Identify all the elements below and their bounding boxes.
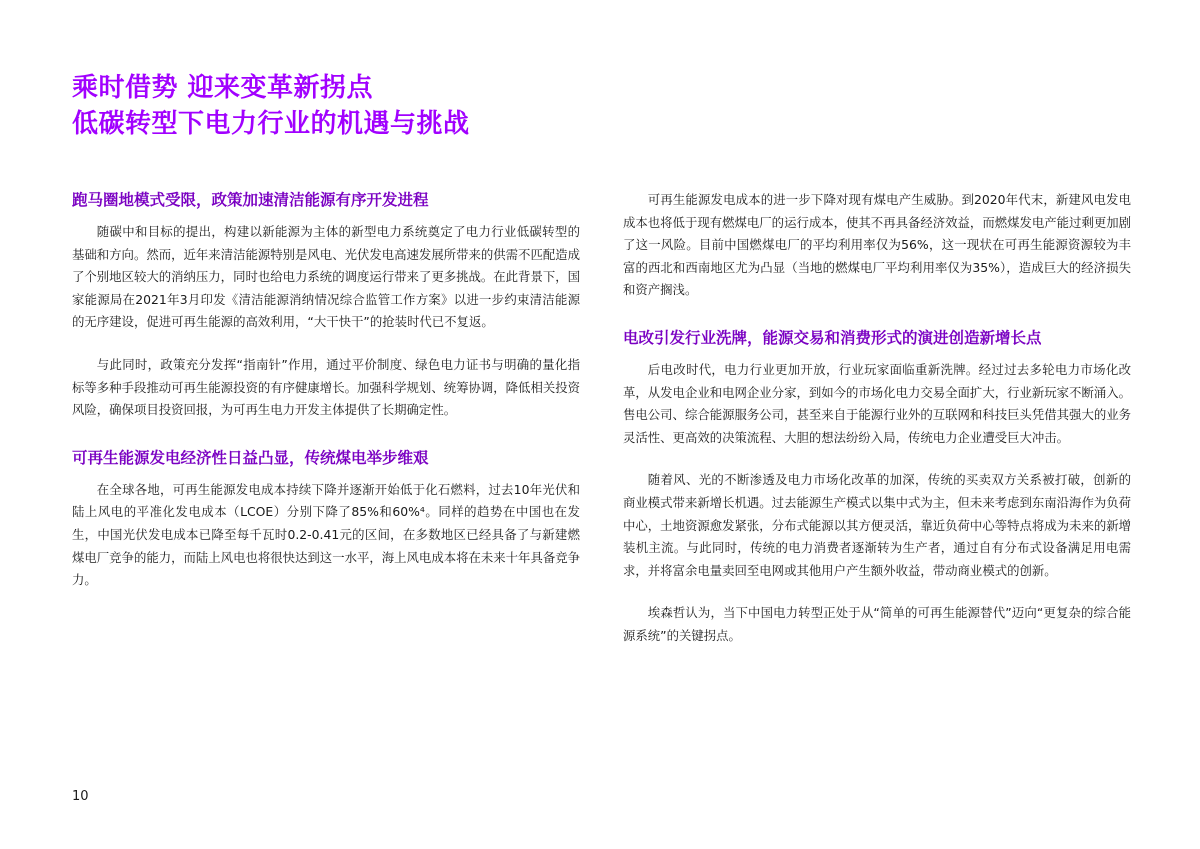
- paragraph: 后电改时代，电力行业更加开放，行业玩家面临重新洗牌。经过过去多轮电力市场化改革，从发电企业和电网企业分家，到如今的市场化电力交易全面扩大，行业新玩家不断涌入。售电公司、综合能源服务公司，甚至来自于能源行业外的互联网和科技巨头凭借其强大的业务灵活性、更高效的决策流程、大胆的想法纷纷入局，传统电力企业遭受巨大冲击。: [623, 361, 1132, 445]
- section-gap: [623, 302, 1131, 326]
- title-line-1: 乘时借势 迎来变革新拐点: [72, 73, 374, 103]
- right-column: [623, 189, 1131, 648]
- paragraph: 与此同时，政策充分发挥“指南针”作用，通过平价制度、绿色电力证书与明确的量化指标等多种手段推动可再生能源投资的有序健康增长。加强科学规划、统筹协调，降低相关投资风险，确保项目投资回报，为可再生电力开发主体提供了长期确定性。: [72, 356, 581, 418]
- paragraph: 埃森哲认为，当下中国电力转型正处于从“简单的可再生能源替代”迈向“更复杂的综合能源系统”的关键拐点。: [623, 605, 1131, 643]
- section-heading-policy: 跑马圈地模式受限，政策加速清洁能源有序开发进程: [72, 191, 429, 209]
- paragraph-gap: [623, 449, 1131, 469]
- paragraph-gap: [72, 334, 580, 354]
- paragraph: 在全球各地，可再生能源发电成本持续下降并逐渐开始低于化石燃料，过去10年光伏和陆上风电的平准化发电成本（LCOE）分别下降了85%和60%⁴。同样的趋势在中国也在发生，中国光伏发电成本已降至每千瓦时0.2-0.41元的区间，在多数地区已经具备了与新建燃煤电厂竞争的能力，而陆上风电也将很快达到这一水平，海上风电成本将在未来十年具备竞争力。: [72, 481, 581, 588]
- paragraph-gap: [623, 582, 1131, 602]
- section-heading-reform: 电改引发行业洗牌，能源交易和消费形式的演进创造新增长点: [623, 328, 1042, 347]
- paragraph: 随碳中和目标的提出，构建以新能源为主体的新型电力系统奠定了电力行业低碳转型的基础和方向。然而，近年来清洁能源特别是风电、光伏发电高速发展所带来的供需不匹配造成了个别地区较大的消纳压力，同时也给电力系统的调度运行带来了更多挑战。在此背景下，国家能源局在2021年3月印发《清洁能源消纳情况综合监管工作方案》以进一步约束清洁能源的无序建设，促进可再生能源的高效利用，“大干快干”的抢装时代已不复返。: [72, 224, 581, 330]
- page-number: 10: [72, 789, 89, 804]
- section-gap: [72, 422, 580, 446]
- page-title: [72, 70, 470, 142]
- paragraph: 随着风、光的不断渗透及电力市场化改革的加深，传统的买卖双方关系被打破，创新的商业模式带来新增长机遇。过去能源生产模式以集中式为主，但未来考虑到东南沿海作为负荷中心，土地资源愈发紧张，分布式能源以其方便灵活，靠近负荷中心等特点将成为未来的新增装机主流。与此同时，传统的电力消费者逐渐转为生产者，通过自有分布式设备满足用电需求，并将富余电量卖回至电网或其他用户产生额外收益，带动商业模式的创新。: [623, 472, 1132, 578]
- paragraph: 可再生能源发电成本的进一步下降对现有煤电产生威胁。到2020年代末，新建风电发电成本也将低于现有燃煤电厂的运行成本，使其不再具备经济效益，而燃煤发电产能过剩更加剧了这一风险。目前中国燃煤电厂的平均利用率仅为56%，这一现状在可再生能源资源较为丰富的西北和西南地区尤为凸显（当地的燃煤电厂平均利用率仅为35%），造成巨大的经济损失和资产搁浅。: [623, 192, 1132, 298]
- title-line-2: 低碳转型下电力行业的机遇与挑战: [72, 109, 470, 139]
- section-heading-economics: 可再生能源发电经济性日益凸显，传统煤电举步维艰: [72, 448, 429, 467]
- left-column: [72, 188, 580, 592]
